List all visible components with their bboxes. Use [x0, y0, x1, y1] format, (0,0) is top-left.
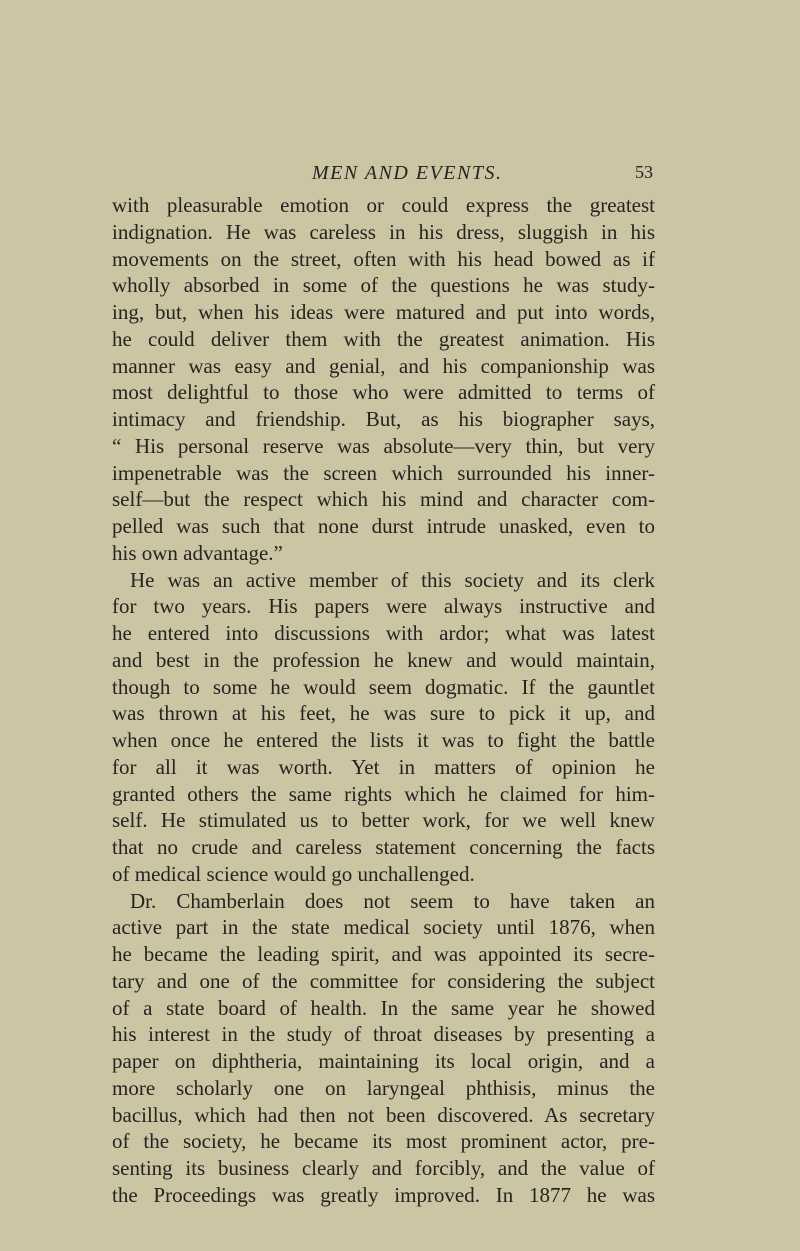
text-line: He was an active member of this society and its clerk	[130, 567, 655, 592]
text-line: ing, but, when his ideas were matured and put into words,	[112, 300, 655, 324]
body-text	[112, 192, 655, 1209]
text-line: manner was easy and genial, and his companionship was	[112, 353, 655, 378]
text-line: when once he entered the lists it was to fight the battle	[112, 728, 655, 752]
text-line: tary and one of the committee for considering the subject	[112, 968, 655, 993]
text-line: with pleasurable emotion or could express the greatest	[112, 193, 655, 217]
text-line: his interest in the study of throat diseases by presenting a	[112, 1022, 655, 1047]
text-line: of medical science would go unchallenged.	[112, 861, 475, 886]
text-line: he entered into discussions with ardor; what was latest	[112, 621, 655, 645]
text-line: intimacy and friendship. But, as his biographer says,	[112, 407, 655, 431]
text-line: for all it was worth. Yet in matters of opinion he	[112, 754, 655, 779]
text-line: self. He stimulated us to better work, for we well knew	[112, 808, 655, 833]
text-line: his own advantage.”	[112, 540, 283, 565]
text-line: more scholarly one on laryngeal phthisis, minus the	[112, 1075, 655, 1100]
text-line: wholly absorbed in some of the questions he was study-	[112, 273, 655, 298]
text-line: the Proceedings was greatly improved. In 1877 he was	[112, 1182, 655, 1207]
text-line: granted others the same rights which he claimed for him-	[112, 781, 655, 806]
text-line: he became the leading spirit, and was appointed its secre-	[112, 942, 655, 966]
text-line: senting its business clearly and forcibly, and the value of	[112, 1156, 655, 1180]
text-line: that no crude and careless statement concerning the facts	[112, 835, 655, 859]
text-line: “ His personal reserve was absolute—very thin, but very	[112, 433, 655, 458]
page-number: 53	[635, 162, 653, 182]
running-head	[110, 162, 653, 186]
text-line: of a state board of health. In the same year he showed	[112, 995, 655, 1020]
text-line: indignation. He was careless in his dress, sluggish in his	[112, 219, 655, 244]
text-line: active part in the state medical society until 1876, when	[112, 915, 655, 940]
running-title: MEN AND EVENTS.	[312, 162, 503, 184]
text-line: pelled was such that none durst intrude unasked, even to	[112, 514, 655, 538]
text-line: he could deliver them with the greatest animation. His	[112, 326, 655, 351]
text-line: bacillus, which had then not been discovered. As secretary	[112, 1102, 655, 1127]
text-line: movements on the street, often with his head bowed as if	[112, 246, 655, 271]
text-line: for two years. His papers were always instructive and	[112, 594, 655, 619]
text-line: most delightful to those who were admitted to terms of	[112, 380, 655, 405]
text-line: Dr. Chamberlain does not seem to have taken an	[130, 888, 655, 913]
text-line: and best in the profession he knew and would maintain,	[112, 647, 655, 672]
text-line: of the society, he became its most prominent actor, pre-	[112, 1129, 655, 1154]
text-line: though to some he would seem dogmatic. If the gauntlet	[112, 674, 655, 699]
text-line: paper on diphtheria, maintaining its local origin, and a	[112, 1049, 655, 1073]
text-line: self—but the respect which his mind and character com-	[112, 487, 655, 512]
text-line: was thrown at his feet, he was sure to pick it up, and	[112, 701, 655, 726]
text-line: impenetrable was the screen which surrounded his inner-	[112, 460, 655, 485]
